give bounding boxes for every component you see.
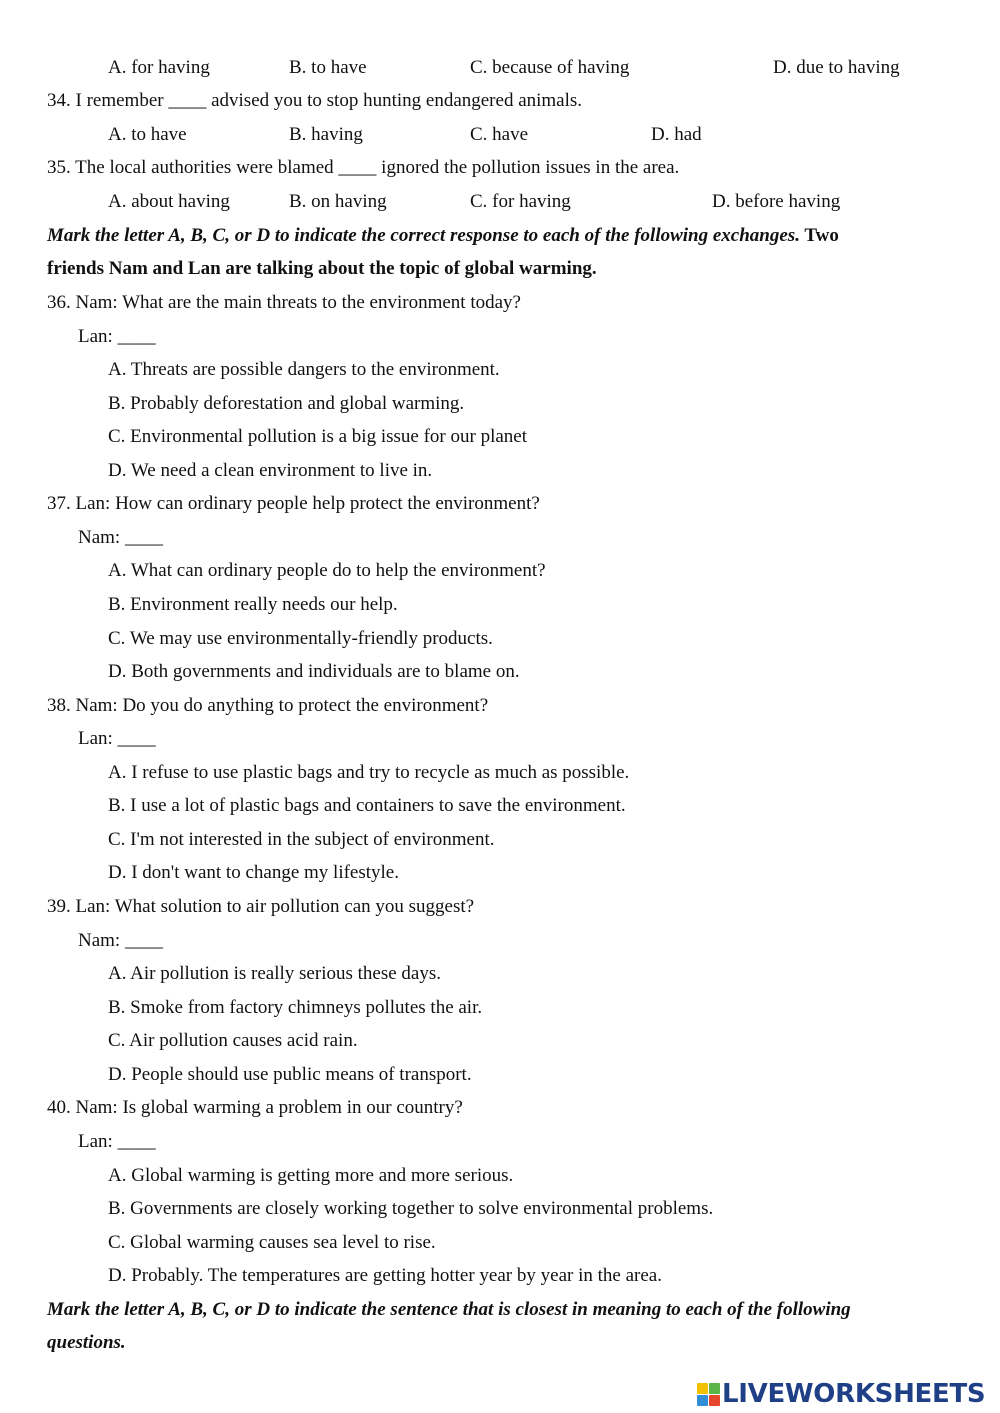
q36-option-d[interactable]: D. We need a clean environment to live in.: [108, 460, 433, 481]
q38-option-b[interactable]: B. I use a lot of plastic bags and containers to save the environment.: [108, 795, 626, 816]
liveworksheets-logo[interactable]: [697, 1378, 985, 1410]
q34-option-b[interactable]: B. having: [289, 124, 363, 145]
q35-option-a[interactable]: A. about having: [108, 191, 230, 212]
exchanges-instruction-italic: Mark the letter A, B, C, or D to indicate the correct response to each of the following exchanges.: [47, 225, 800, 246]
exchanges-instruction-line-2: friends Nam and Lan are talking about the topic of global warming.: [47, 258, 597, 279]
q33-option-d[interactable]: D. due to having: [773, 57, 900, 78]
q35-option-b[interactable]: B. on having: [289, 191, 387, 212]
q39-option-d[interactable]: D. People should use public means of transport.: [108, 1064, 472, 1085]
q34-option-a[interactable]: A. to have: [108, 124, 187, 145]
q40-option-b[interactable]: B. Governments are closely working together to solve environmental problems.: [108, 1198, 714, 1219]
q40-reply: Lan: ____: [78, 1131, 156, 1152]
q35-option-d[interactable]: D. before having: [712, 191, 841, 212]
q34-option-c[interactable]: C. have: [470, 124, 529, 145]
logo-tile-3: [697, 1395, 708, 1406]
q38-reply: Lan: ____: [78, 728, 156, 749]
q37-reply: Nam: ____: [78, 527, 163, 548]
q33-option-a[interactable]: A. for having: [108, 57, 210, 78]
exchanges-instruction-bold: Two: [799, 225, 839, 246]
q40-option-d[interactable]: D. Probably. The temperatures are getting hotter year by year in the area.: [108, 1265, 662, 1286]
q38-stem: 38. Nam: Do you do anything to protect the environment?: [47, 695, 489, 716]
q38-option-a[interactable]: A. I refuse to use plastic bags and try to recycle as much as possible.: [108, 762, 630, 783]
q36-reply: Lan: ____: [78, 326, 156, 347]
q39-option-c[interactable]: C. Air pollution causes acid rain.: [108, 1030, 358, 1051]
q40-option-c[interactable]: C. Global warming causes sea level to rise.: [108, 1232, 436, 1253]
q35-stem: 35. The local authorities were blamed ____ ignored the pollution issues in the area.: [47, 157, 680, 178]
q37-option-a[interactable]: A. What can ordinary people do to help the environment?: [108, 560, 546, 581]
logo-tile-1: [697, 1383, 708, 1394]
logo-tile-2: [709, 1383, 720, 1394]
q39-reply: Nam: ____: [78, 930, 163, 951]
q36-option-b[interactable]: B. Probably deforestation and global warming.: [108, 393, 465, 414]
q36-option-a[interactable]: A. Threats are possible dangers to the environment.: [108, 359, 500, 380]
logo-tile-4: [709, 1395, 720, 1406]
closest-instruction-line-2: questions.: [47, 1332, 126, 1353]
q36-stem: 36. Nam: What are the main threats to the environment today?: [47, 292, 521, 313]
q37-option-c[interactable]: C. We may use environmentally-friendly products.: [108, 628, 493, 649]
q33-option-b[interactable]: B. to have: [289, 57, 367, 78]
q36-option-c[interactable]: C. Environmental pollution is a big issue for our planet: [108, 426, 527, 447]
q39-option-a[interactable]: A. Air pollution is really serious these days.: [108, 963, 441, 984]
q37-stem: 37. Lan: How can ordinary people help protect the environment?: [47, 493, 540, 514]
liveworksheets-logo-icon: [697, 1383, 720, 1406]
q39-option-b[interactable]: B. Smoke from factory chimneys pollutes the air.: [108, 997, 483, 1018]
q39-stem: 39. Lan: What solution to air pollution can you suggest?: [47, 896, 475, 917]
q38-option-d[interactable]: D. I don't want to change my lifestyle.: [108, 862, 399, 883]
q33-option-c[interactable]: C. because of having: [470, 57, 630, 78]
exchanges-instruction-line-1: [47, 224, 839, 248]
q37-option-d[interactable]: D. Both governments and individuals are to blame on.: [108, 661, 520, 682]
q40-stem: 40. Nam: Is global warming a problem in our country?: [47, 1097, 463, 1118]
q40-option-a[interactable]: A. Global warming is getting more and more serious.: [108, 1165, 514, 1186]
q34-stem: 34. I remember ____ advised you to stop hunting endangered animals.: [47, 90, 583, 111]
q35-option-c[interactable]: C. for having: [470, 191, 571, 212]
q34-option-d[interactable]: D. had: [651, 124, 702, 145]
liveworksheets-logo-text: LIVEWORKSHEETS: [722, 1379, 986, 1409]
closest-instruction-line-1: Mark the letter A, B, C, or D to indicate the sentence that is closest in meaning to each of the following: [47, 1299, 851, 1320]
q37-option-b[interactable]: B. Environment really needs our help.: [108, 594, 398, 615]
q38-option-c[interactable]: C. I'm not interested in the subject of environment.: [108, 829, 495, 850]
